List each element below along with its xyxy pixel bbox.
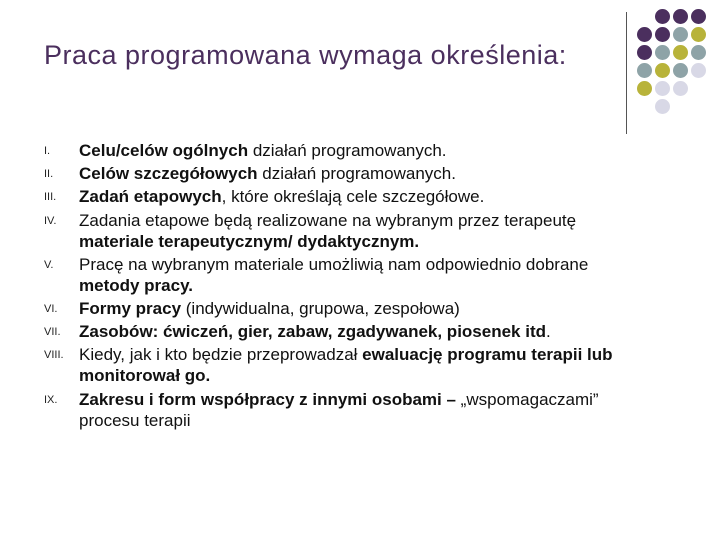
dot-spacer bbox=[691, 99, 706, 114]
list-item bbox=[44, 254, 644, 296]
decorative-dot-grid bbox=[637, 9, 707, 115]
list-item-text: , które określają cele szczegółowe. bbox=[221, 187, 485, 207]
decorative-dot bbox=[673, 9, 688, 24]
list-item-text: . bbox=[546, 322, 551, 342]
list-item-bold-text: Celu/celów ogólnych bbox=[79, 141, 249, 160]
list-item-number: VIII. bbox=[44, 349, 64, 362]
list-item bbox=[44, 163, 644, 184]
list-item bbox=[44, 389, 644, 431]
list-item-number: VI. bbox=[44, 302, 58, 315]
list-item-bold-text: metody pracy. bbox=[79, 275, 194, 295]
list-item-bold-text: Zadań etapowych bbox=[79, 187, 222, 207]
list-item-bold-text: Formy pracy bbox=[79, 298, 182, 318]
dot-spacer bbox=[637, 99, 652, 114]
decorative-dot bbox=[637, 27, 652, 42]
list-item-text: działań programowanych. bbox=[257, 164, 456, 184]
decorative-dot bbox=[691, 27, 706, 42]
list-item-bold-text: Zakresu i form współpracy z innymi osobami – bbox=[79, 389, 461, 409]
decorative-dot bbox=[691, 9, 706, 24]
list-item-text: Pracę na wybranym materiale umożliwią nam odpowiednio dobrane bbox=[79, 254, 589, 274]
list-item-number: I. bbox=[44, 145, 51, 157]
decorative-dot bbox=[655, 9, 670, 24]
list-item-text: działań programowanych. bbox=[248, 141, 447, 160]
list-item-number: III. bbox=[44, 191, 57, 204]
list-item-number: VII. bbox=[44, 326, 61, 339]
dot-spacer bbox=[637, 9, 652, 24]
list-item-number: IV. bbox=[44, 214, 57, 227]
list-item-number: V. bbox=[44, 258, 54, 271]
list-item bbox=[44, 210, 644, 252]
list-item bbox=[44, 321, 644, 342]
decorative-dot bbox=[673, 63, 688, 78]
decorative-dot bbox=[691, 45, 706, 60]
list-item-text: „wspomagaczami” procesu terapii bbox=[79, 389, 599, 430]
decorative-dot bbox=[673, 27, 688, 42]
decorative-dot bbox=[673, 81, 688, 96]
decorative-dot bbox=[691, 63, 706, 78]
dot-spacer bbox=[691, 81, 706, 96]
slide-title: Praca programowana wymaga określenia: bbox=[44, 40, 567, 70]
decorative-dot bbox=[655, 81, 670, 96]
decorative-dot bbox=[637, 81, 652, 96]
decorative-dot bbox=[637, 63, 652, 78]
decorative-dot bbox=[655, 99, 670, 114]
list-item bbox=[44, 298, 644, 319]
decorative-dot bbox=[655, 27, 670, 42]
divider-line bbox=[626, 12, 627, 134]
list-item-text: Kiedy, jak i kto będzie przeprowadzał bbox=[79, 345, 363, 365]
list-item bbox=[44, 140, 644, 161]
list-item-number: II. bbox=[44, 168, 54, 181]
list-item-bold-text: Zasobów: ćwiczeń, gier, zabaw, zgadywanek, piosenek itd bbox=[79, 322, 546, 342]
list-item-number: IX. bbox=[44, 393, 58, 406]
list-item-bold-text: materiale terapeutycznym/ dydaktycznym. bbox=[79, 231, 420, 251]
list-item bbox=[44, 344, 644, 386]
requirements-list bbox=[44, 140, 644, 433]
decorative-dot bbox=[673, 45, 688, 60]
list-item-bold-text: Celów szczegółowych bbox=[79, 164, 258, 184]
list-item-text: Zadania etapowe będą realizowane na wybranym przez terapeutę bbox=[79, 210, 577, 230]
decorative-dot bbox=[637, 45, 652, 60]
decorative-dot bbox=[655, 45, 670, 60]
list-item-bold-text: ewaluację programu terapii lub monitorował go. bbox=[79, 345, 613, 386]
dot-spacer bbox=[673, 99, 688, 114]
list-item-text: (indywidualna, grupowa, zespołowa) bbox=[181, 298, 460, 318]
list-item bbox=[44, 186, 644, 207]
decorative-dot bbox=[655, 63, 670, 78]
